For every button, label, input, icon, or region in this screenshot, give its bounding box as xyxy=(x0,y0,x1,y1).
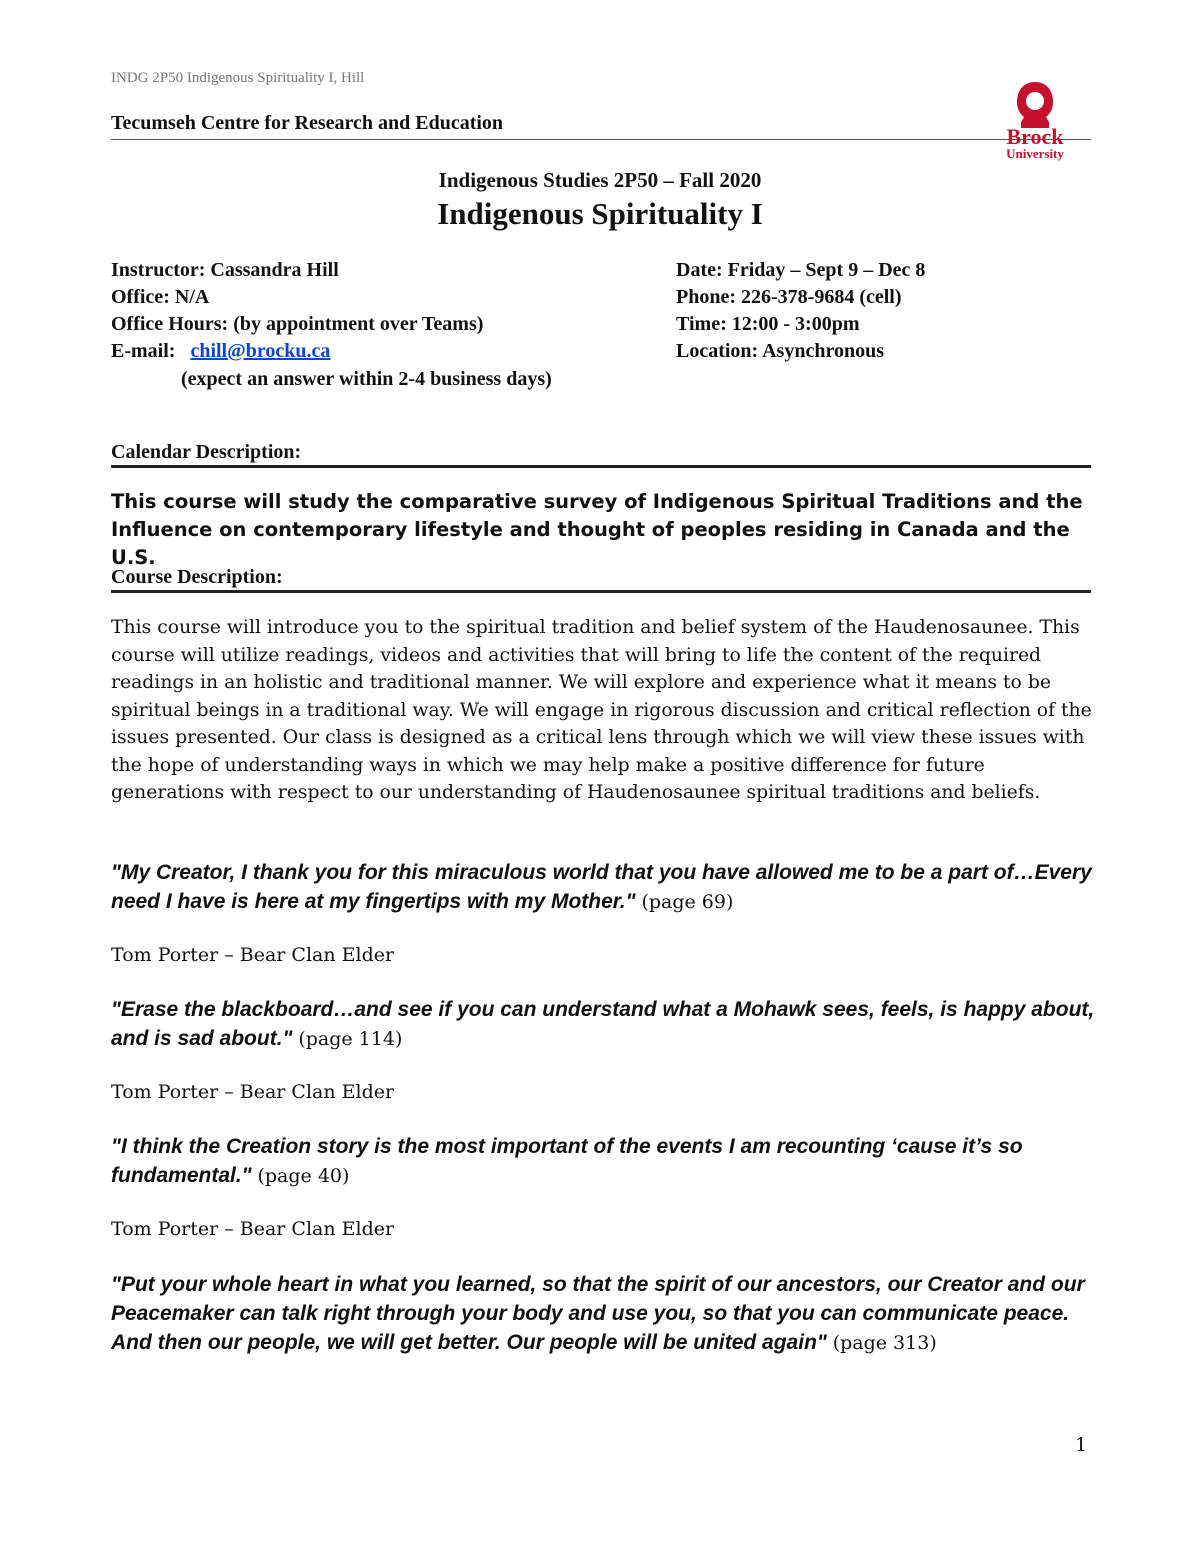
running-header: INDG 2P50 Indigenous Spirituality I, Hill xyxy=(111,70,365,86)
time-line: Time: 12:00 - 3:00pm xyxy=(676,313,860,335)
date-line: Date: Friday – Sept 9 – Dec 8 xyxy=(676,259,926,281)
organization-name: Tecumseh Centre for Research and Education xyxy=(111,112,504,134)
location-line: Location: Asynchronous xyxy=(676,340,885,362)
instructor-line: Instructor: Cassandra Hill xyxy=(111,259,339,281)
quote-2 xyxy=(111,995,1101,1054)
quote-text: "My Creator, I thank you for this miraculous world that you have allowed me to be a part of…Every need I have is here at my fingertips with my Mother." xyxy=(111,861,1092,913)
quote-page-ref: (page 40) xyxy=(257,1165,350,1187)
calendar-description-heading: Calendar Description: xyxy=(111,441,302,463)
calendar-description-text: This course will study the comparative survey of Indigenous Spiritual Traditions and the Influence on contemporary lifestyle and thought of peoples residing in Canada and the U.S. xyxy=(111,490,1083,569)
course-description-text: This course will introduce you to the spiritual tradition and belief system of the Haudenosaunee. This course will utilize readings, videos and activities that will bring to life the content of the required readings in an holistic and traditional manner. We will explore and experience what it means to be spiritual beings in a traditional way. We will engage in rigorous discussion and critical reflection of the issues presented. Our class is designed as a critical lens through which we will view these issues with the hope of understanding ways in which we may help make a positive difference for future generations with respect to our understanding of Haudenosaunee spiritual traditions and beliefs. xyxy=(111,617,1092,803)
logo-text-brock: Brock xyxy=(1006,124,1064,149)
quote-text: "I think the Creation story is the most important of the events I am recounting ‘cause it’s so fundamental." xyxy=(111,1135,1023,1187)
quote-attribution: Tom Porter – Bear Clan Elder xyxy=(111,1081,395,1103)
quote-text: "Erase the blackboard…and see if you can understand what a Mohawk sees, feels, is happy about, and is sad about." xyxy=(111,998,1095,1050)
quote-4 xyxy=(111,1270,1101,1358)
course-title: Indigenous Spirituality I xyxy=(437,196,763,231)
email-label: E-mail: xyxy=(111,340,176,362)
page-number: 1 xyxy=(1075,1434,1088,1456)
header-rule xyxy=(111,139,1091,140)
quote-3 xyxy=(111,1132,1101,1191)
office-line: Office: N/A xyxy=(111,286,210,308)
course-description-rule xyxy=(111,590,1091,593)
course-description-heading: Course Description: xyxy=(111,566,283,588)
quote-page-ref: (page 313) xyxy=(832,1332,937,1354)
email-link[interactable]: chill@brocku.ca xyxy=(190,340,331,362)
quote-page-ref: (page 114) xyxy=(298,1028,403,1050)
brock-university-logo xyxy=(995,78,1075,164)
office-hours-line: Office Hours: (by appointment over Teams) xyxy=(111,313,484,335)
email-line xyxy=(111,338,671,365)
brock-monument-icon xyxy=(1017,82,1053,128)
email-note: (expect an answer within 2-4 business days) xyxy=(181,368,552,390)
info-left-column xyxy=(111,257,671,393)
quote-page-ref: (page 69) xyxy=(641,891,734,913)
phone-line: Phone: 226-378-9684 (cell) xyxy=(676,286,902,308)
logo-text-university: University xyxy=(1006,146,1064,161)
quote-1 xyxy=(111,858,1101,917)
calendar-rule xyxy=(111,465,1091,468)
quote-text: "Put your whole heart in what you learned, so that the spirit of our ancestors, our Creator and our Peacemaker can talk right through your body and use you, so that you can communicate peace. And then our people, we will get better. Our people will be united again" xyxy=(111,1273,1085,1354)
course-code-line: Indigenous Studies 2P50 – Fall 2020 xyxy=(438,168,762,192)
quote-attribution: Tom Porter – Bear Clan Elder xyxy=(111,1218,395,1240)
quote-attribution: Tom Porter – Bear Clan Elder xyxy=(111,944,395,966)
info-right-column xyxy=(676,257,1096,365)
